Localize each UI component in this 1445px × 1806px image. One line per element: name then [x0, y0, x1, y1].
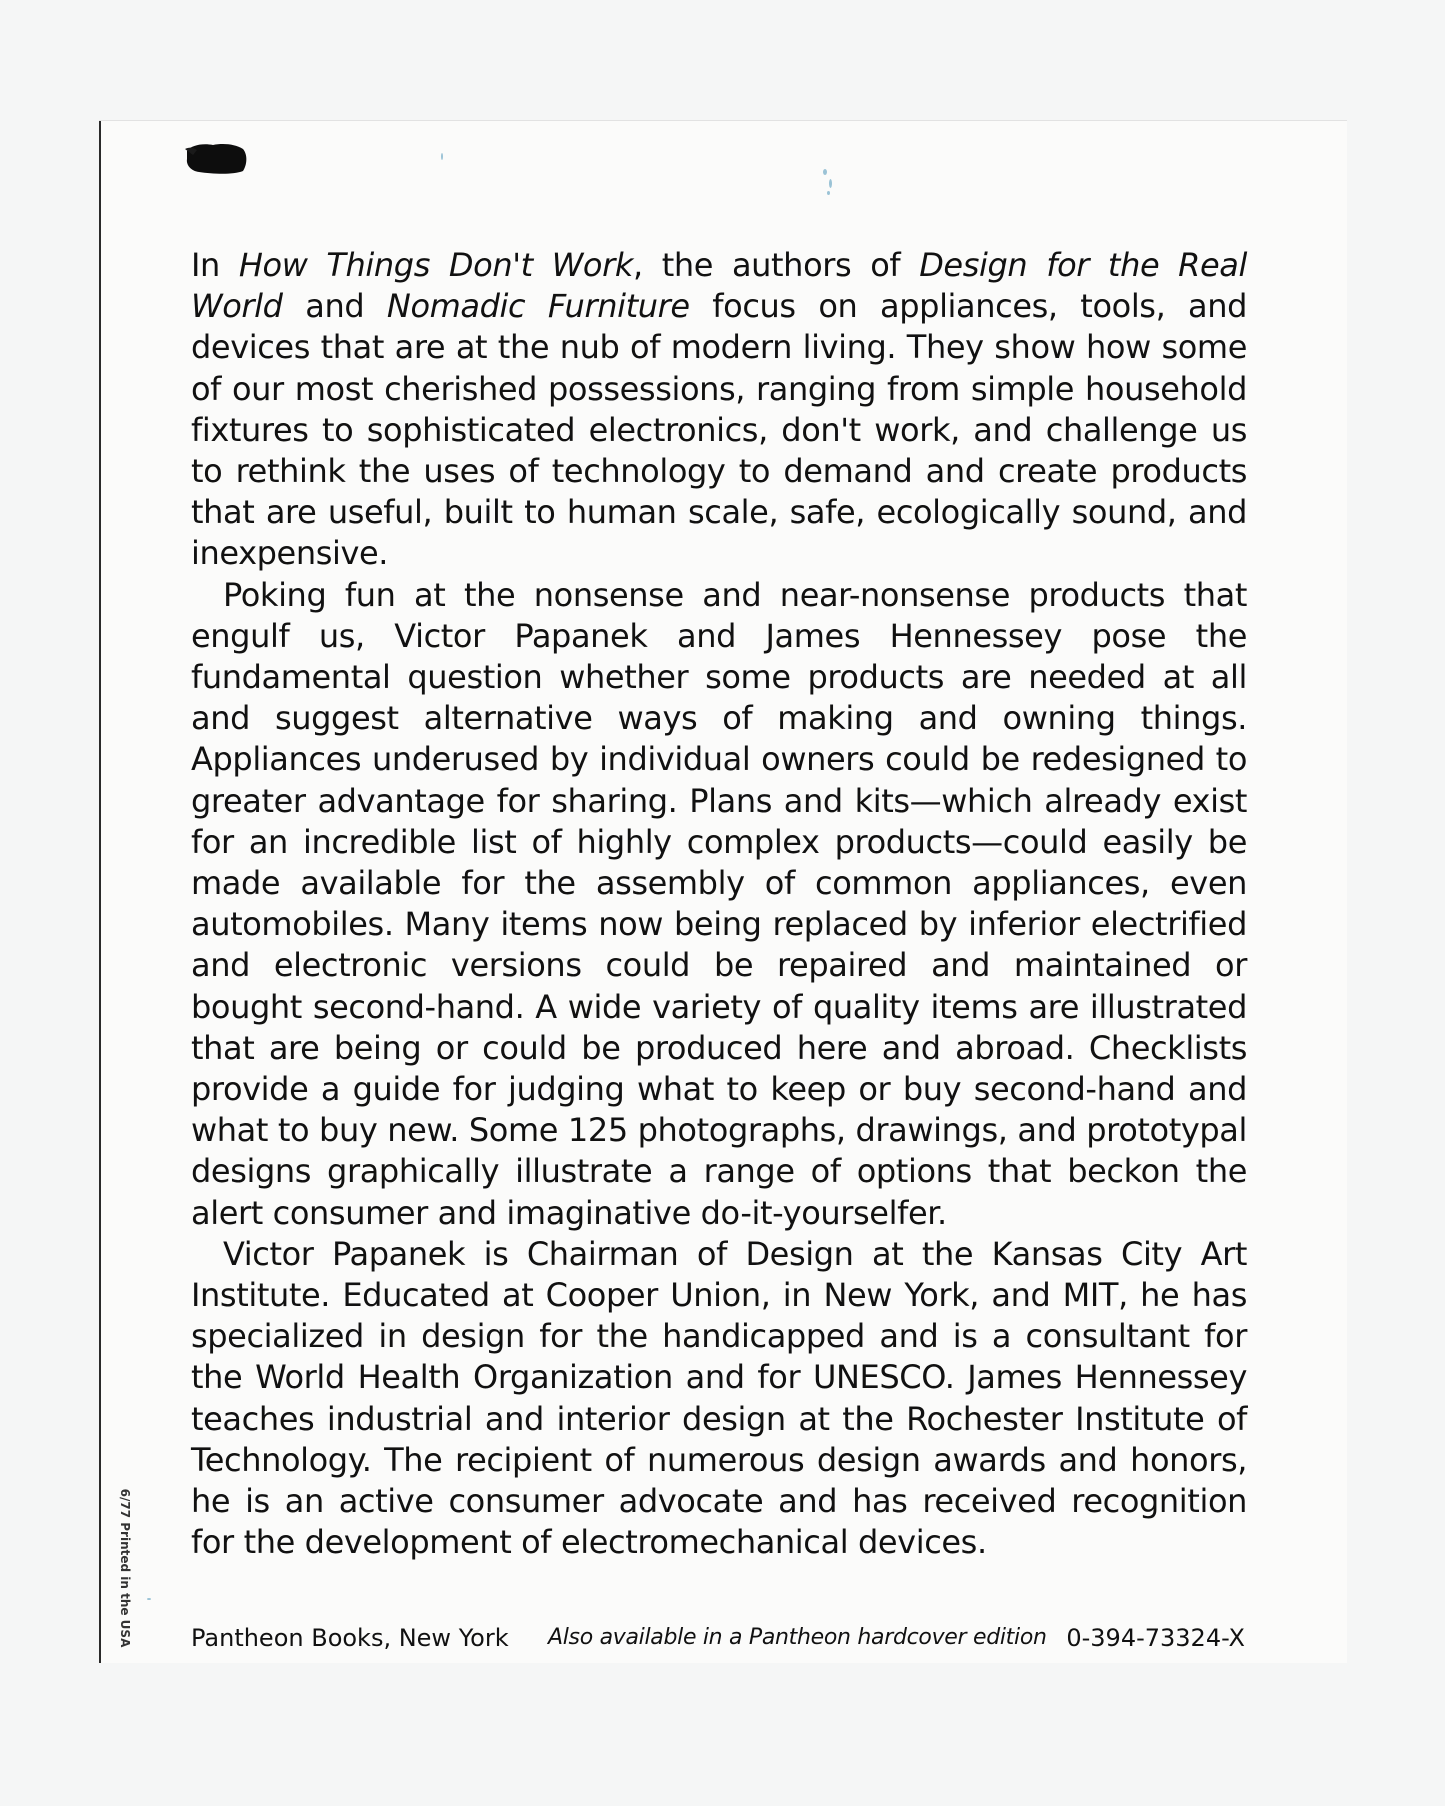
paragraph-authors: Victor Papanek is Chairman of Design at the Kansas City Art Institute. Educated at Cooper Union, in New York, and MIT, he has specialized in design for the handicapped and is a consultant for the World Health Organization and for UNESCO. James Hennessey teaches industrial and interior design at the Rochester Institute of Technology. The recipient of numerous design awards and honors, he is an active consumer advocate and has received recognition for the development of electromechanical devices.	[191, 1234, 1247, 1562]
price-smudge	[183, 141, 249, 175]
intro-text: , the authors of	[633, 246, 920, 284]
print-note	[117, 1488, 133, 1648]
print-note-text: 6/77 Printed in the USA	[118, 1488, 132, 1648]
intro-text: and	[282, 287, 387, 326]
book-title: Design for the Real World	[191, 246, 1247, 326]
edition-note: Also available in a Pantheon hardcover edition	[548, 1625, 1047, 1650]
blue-speck	[823, 169, 827, 175]
blue-speck	[829, 179, 832, 188]
blurb	[191, 245, 1247, 1564]
footer	[191, 1622, 1245, 1654]
paragraph-products: Poking fun at the nonsense and near-nonsense products that engulf us, Victor Papanek and James Hennessey pose the fundamental question whether some products are needed at all and suggest alternative ways of making and owning things. Appliances underused by individual owners could be redesigned to greater advantage for sharing. Plans and kits—which already exist for an incredible list of highly complex products—could easily be made available for the assembly of common appliances, even automobiles. Many items now being replaced by inferior electrified and electronic versions could be repaired and maintained or bought second-hand. A wide variety of quality items are illustrated that are being or could be produced here and abroad. Checklists provide a guide for judging what to keep or buy second-hand and what to buy new. Some 125 photographs, drawings, and prototypal designs graphically illustrate a range of options that beckon the alert consumer and imaginative do-it-yourselfer.	[191, 575, 1247, 1232]
intro-text: In	[191, 246, 239, 284]
paragraph-intro	[191, 245, 1247, 575]
book-title: Nomadic Furniture	[386, 287, 690, 326]
publisher: Pantheon Books, New York	[191, 1624, 509, 1652]
book-title: How Things Don't Work	[238, 246, 633, 284]
isbn: 0-394-73324-X	[1066, 1624, 1245, 1652]
back-cover	[99, 120, 1347, 1663]
blue-speck	[441, 153, 443, 160]
intro-text: focus on appliances, tools, and devices that are at the nub of modern living. They show how some of our most cherished possessions, ranging from simple household fixtures to sophisticated electronics, don't work, and challenge us to rethink the uses of technology to demand and create products that are useful, built to human scale, safe, ecologically sound, and inexpensive.	[191, 287, 1247, 573]
blue-speck	[827, 191, 830, 195]
blue-speck	[147, 1598, 151, 1600]
